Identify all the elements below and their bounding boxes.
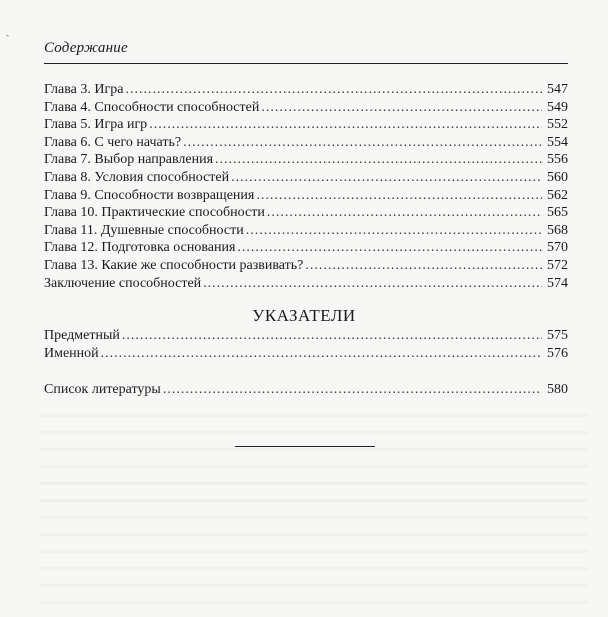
toc-entry-label: Заключение способностей (44, 275, 202, 291)
leader-dots (305, 257, 542, 275)
bibliography-list (44, 381, 568, 399)
toc-entry-label: Глава 10. Практические способности (44, 205, 265, 221)
end-rule (235, 446, 375, 447)
leader-dots (149, 116, 542, 134)
leader-dots (215, 151, 542, 169)
leader-dots (183, 134, 542, 152)
toc-entry[interactable] (44, 134, 568, 152)
toc-entry-label: Список литературы (44, 382, 161, 397)
leader-dots (231, 169, 542, 187)
leader-dots (125, 81, 542, 99)
toc-entry-label: Глава 5. Игра игр (44, 117, 148, 133)
toc-entry-label: Глава 7. Выбор направления (44, 152, 214, 168)
toc-entry[interactable] (44, 204, 568, 222)
toc-entry-label: Глава 12. Подготовка основания (44, 240, 236, 256)
corner-mark: - (6, 30, 9, 40)
toc-entry-label: Глава 11. Душевные способности (44, 222, 244, 238)
toc-entry-page: 580 (547, 382, 568, 397)
toc-entry-page: 574 (547, 275, 568, 291)
toc-entry-page: 565 (547, 205, 568, 221)
header-rule (44, 63, 568, 64)
leader-dots (261, 99, 542, 117)
toc-entry-page: 560 (547, 169, 568, 185)
toc-entry[interactable] (44, 99, 568, 117)
toc-entry[interactable] (44, 239, 568, 257)
toc-entry-page: 572 (547, 257, 568, 273)
toc-entry[interactable] (44, 327, 568, 345)
toc-entry[interactable] (44, 345, 568, 363)
toc-entry[interactable] (44, 381, 568, 399)
leader-dots (163, 381, 542, 399)
leader-dots (267, 204, 542, 222)
index-list (44, 327, 568, 362)
leader-dots (246, 222, 542, 240)
toc-entry-page: 552 (547, 117, 568, 133)
toc-entry[interactable] (44, 169, 568, 187)
indexes-heading: УКАЗАТЕЛИ (252, 306, 356, 325)
toc-entry[interactable] (44, 116, 568, 134)
toc-entry-label: Глава 3. Игра (44, 82, 124, 97)
toc-entry-label: Глава 6. С чего начать? (44, 134, 182, 150)
toc-entry-page: 575 (547, 328, 568, 343)
leader-dots (237, 239, 542, 257)
toc-entry-page: 554 (547, 134, 568, 150)
toc-entry-label: Глава 4. Способности способностей (44, 99, 260, 115)
toc-entry-label: Глава 13. Какие же способности развивать? (44, 257, 304, 273)
toc-entry-page: 568 (547, 222, 568, 238)
toc-entry-page: 570 (547, 240, 568, 256)
leader-dots (256, 187, 542, 205)
toc-entry[interactable] (44, 275, 568, 293)
toc-entry-page: 576 (547, 345, 568, 361)
toc-entry[interactable] (44, 187, 568, 205)
toc-entry[interactable] (44, 81, 568, 99)
toc-entry-page: 556 (547, 152, 568, 168)
toc-entry-label: Именной (44, 345, 99, 361)
toc-entry-page: 549 (547, 99, 568, 115)
chapter-list (44, 81, 568, 292)
toc-entry-label: Предметный (44, 328, 120, 343)
leader-dots (203, 275, 542, 293)
toc-entry[interactable] (44, 257, 568, 275)
toc-entry-label: Глава 9. Способности возвращения (44, 187, 255, 203)
leader-dots (122, 327, 542, 345)
toc-entry-label: Глава 8. Условия способностей (44, 169, 230, 185)
show-through-background (40, 400, 588, 617)
toc-entry[interactable] (44, 151, 568, 169)
running-head: Содержание (44, 40, 128, 56)
toc-entry-page: 547 (547, 82, 568, 97)
toc-entry[interactable] (44, 222, 568, 240)
toc-entry-page: 562 (547, 187, 568, 203)
leader-dots (101, 345, 542, 363)
